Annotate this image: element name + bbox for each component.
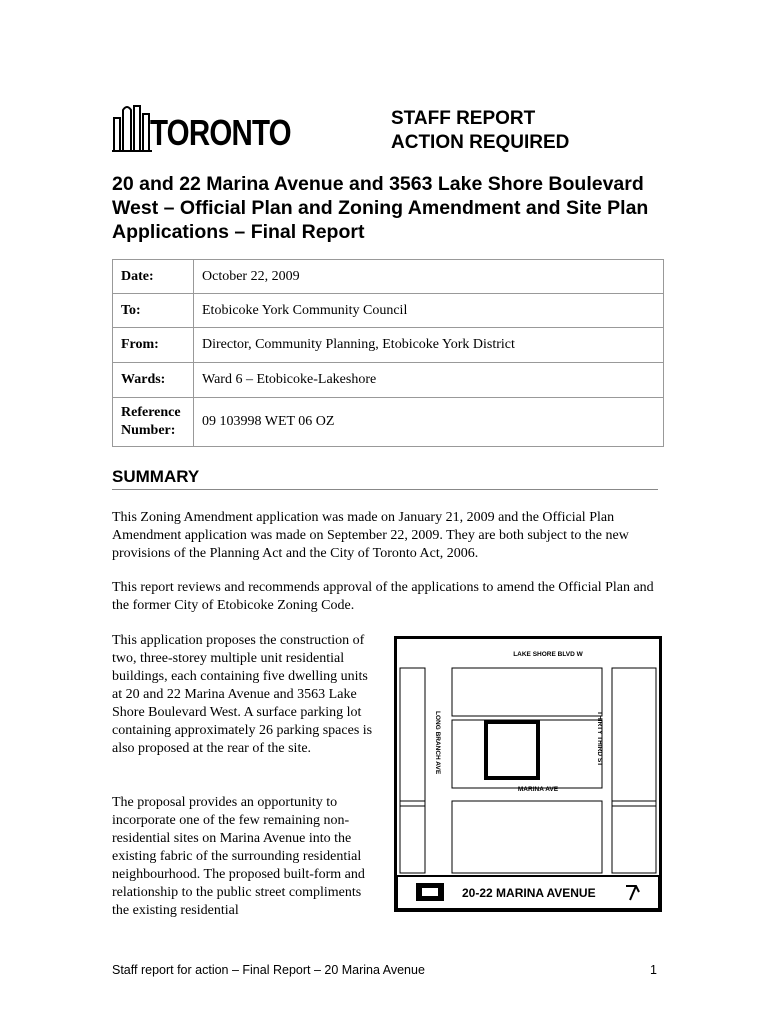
summary-paragraph-1: This Zoning Amendment application was made on January 21, 2009 and the Official Plan Amendment application was made on September 22, 2009. They are both subject to the new provisions of the Planning Act and the City of Toronto Act, 2006. [112, 510, 629, 561]
date-label: Date: [113, 260, 194, 294]
from-value: Director, Community Planning, Etobicoke York District [194, 328, 664, 363]
table-row [113, 398, 664, 447]
street-label-marina: MARINA AVE [517, 786, 559, 793]
reference-value: 09 103998 WET 06 OZ [194, 398, 664, 447]
wards-value: Ward 6 – Etobicoke-Lakeshore [194, 363, 664, 398]
to-label: To: [113, 294, 194, 328]
from-label: From: [113, 328, 194, 363]
summary-paragraph-2: This report reviews and recommends approval of the applications to amend the Official Plan and the former City of Etobicoke Zoning Code. [112, 580, 654, 613]
footer-text: Staff report for action – Final Report – 20 Marina Avenue [112, 963, 425, 977]
report-title: 20 and 22 Marina Avenue and 3563 Lake Shore Boulevard West – Official Plan and Zoning Amendment and Site Plan Applications – Final Report [112, 173, 649, 243]
street-label-thirty-third: THIRTY THIRD ST [596, 711, 603, 767]
reference-label-line1: Reference [121, 405, 181, 420]
logo-wordmark: TORONTO [150, 112, 291, 153]
reference-label [113, 398, 194, 447]
city-skyline-icon [112, 102, 152, 154]
date-value: October 22, 2009 [194, 260, 664, 294]
report-type-line2: ACTION REQUIRED [391, 132, 570, 153]
page-number: 1 [650, 963, 657, 977]
reference-label-line2: Number: [121, 423, 176, 438]
table-row [113, 260, 664, 294]
table-row [113, 294, 664, 328]
toronto-logo [112, 102, 291, 154]
report-type-line1: STAFF REPORT [391, 108, 536, 129]
table-row [113, 363, 664, 398]
table-row [113, 328, 664, 363]
street-label-lake-shore: LAKE SHORE BLVD W [513, 651, 583, 658]
summary-paragraph-4: The proposal provides an opportunity to incorporate one of the few remaining non-residential sites on Marina Avenue into the existing fabric of the surrounding residential neighbourhood. The proposed built-form and relationship to the public street compliments the existing residential [112, 795, 365, 918]
report-info-table [112, 259, 664, 447]
to-value: Etobicoke York Community Council [194, 294, 664, 328]
summary-heading: SUMMARY [112, 467, 658, 490]
wards-label: Wards: [113, 363, 194, 398]
map-caption: 20-22 MARINA AVENUE [462, 886, 596, 900]
summary-paragraph-3: This application proposes the construction of two, three-storey multiple unit residential buildings, each containing five dwelling units at 20 and 22 Marina Avenue and 3563 Lake Shore Boulevard West. A surface parking lot containing approximately 26 parking spaces is also proposed at the rear of the site. [112, 633, 373, 756]
report-type [391, 107, 569, 155]
site-location-map [394, 636, 662, 912]
street-label-long-branch: LONG BRANCH AVE [434, 711, 441, 775]
